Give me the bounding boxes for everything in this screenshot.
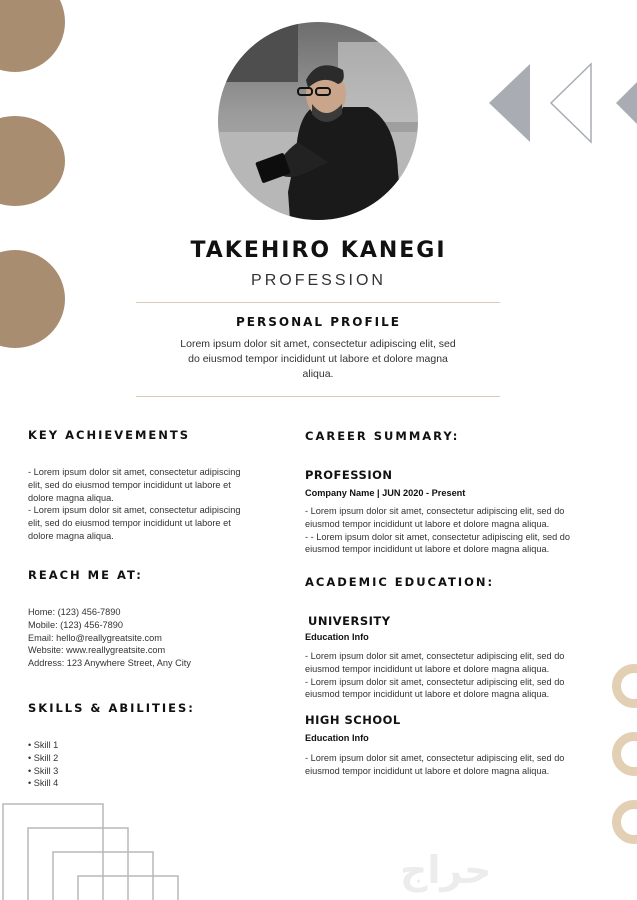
divider-bottom xyxy=(136,396,500,397)
triangle-filled-left xyxy=(489,64,530,142)
university-title: UNIVERSITY xyxy=(308,614,391,628)
achievement-line: elit, sed do eiusmod tempor incididunt ut labore et xyxy=(28,518,231,529)
decorative-triangles xyxy=(485,60,637,146)
skills-list xyxy=(28,739,58,790)
career-line: - Lorem ipsum dolor sit amet, consectetur adipiscing elit, sed do xyxy=(305,506,565,516)
university-line: eiusmod tempor incididunt ut labore et dolore magna aliqua. xyxy=(305,689,550,700)
high-school-info: Education Info xyxy=(305,733,369,743)
reach-me-heading: REACH ME AT: xyxy=(28,568,143,582)
achievement-line: - Lorem ipsum dolor sit amet, consectetur adipiscing xyxy=(28,505,241,516)
achievement-line: elit, sed do eiusmod tempor incididunt ut labore et xyxy=(28,479,231,490)
high-school-title: HIGH SCHOOL xyxy=(305,713,401,727)
candidate-profession: PROFESSION xyxy=(251,272,386,289)
divider-top xyxy=(136,302,500,303)
career-description xyxy=(305,505,570,556)
university-info: Education Info xyxy=(305,632,369,642)
contact-address: Address: 123 Anywhere Street, Any City xyxy=(28,658,191,669)
skill-item: • Skill 2 xyxy=(28,752,59,763)
watermark-logo: حراج xyxy=(400,848,492,892)
career-line: eiusmod tempor incididunt ut labore et dolore magna aliqua. xyxy=(305,544,550,555)
key-achievements-heading: KEY ACHIEVEMENTS xyxy=(28,428,191,442)
decorative-squares xyxy=(0,800,200,900)
academic-education-heading: ACADEMIC EDUCATION: xyxy=(305,575,495,589)
achievement-line: - Lorem ipsum dolor sit amet, consectetur adipiscing xyxy=(28,467,241,477)
university-line: - Lorem ipsum dolor sit amet, consectetur adipiscing elit, sed do xyxy=(305,651,565,661)
skill-item: • Skill 1 xyxy=(28,740,59,750)
contact-mobile: Mobile: (123) 456-7890 xyxy=(28,619,123,630)
contact-email: Email: hello@reallygreatsite.com xyxy=(28,632,162,643)
profile-line: do eiusmod tempor incididunt ut labore et dolore magna xyxy=(188,353,448,365)
contact-info xyxy=(28,606,191,670)
achievement-line: dolore magna aliqua. xyxy=(28,492,114,503)
skill-item: • Skill 4 xyxy=(28,778,59,789)
decorative-circle-middle xyxy=(0,116,65,206)
university-line: - Lorem ipsum dolor sit amet, consectetur adipiscing elit, sed do xyxy=(305,676,565,687)
university-description xyxy=(305,650,564,701)
decorative-ring-2 xyxy=(612,732,637,776)
university-line: eiusmod tempor incididunt ut labore et dolore magna aliqua. xyxy=(305,663,550,674)
personal-profile-heading: PERSONAL PROFILE xyxy=(236,315,401,329)
career-line: eiusmod tempor incididunt ut labore et dolore magna aliqua. xyxy=(305,518,550,529)
decorative-ring-1 xyxy=(612,664,637,708)
contact-home: Home: (123) 456-7890 xyxy=(28,607,121,617)
career-summary-heading: CAREER SUMMARY: xyxy=(305,429,460,443)
candidate-name: TAKEHIRO KANEGI xyxy=(190,238,447,263)
career-job-title: PROFESSION xyxy=(305,468,393,482)
decorative-circle-top xyxy=(0,0,65,72)
profile-photo xyxy=(218,22,418,220)
high-school-line: eiusmod tempor incididunt ut labore et dolore magna aliqua. xyxy=(305,765,550,776)
skills-heading: SKILLS & ABILITIES: xyxy=(28,701,195,715)
decorative-ring-3 xyxy=(612,800,637,844)
key-achievements-text xyxy=(28,466,240,543)
personal-profile-text xyxy=(168,337,468,382)
high-school-line: - Lorem ipsum dolor sit amet, consectetur adipiscing elit, sed do xyxy=(305,753,565,763)
career-line: - - Lorem ipsum dolor sit amet, consectetur adipiscing elit, sed do xyxy=(305,531,571,542)
high-school-description xyxy=(305,752,564,778)
triangle-outline xyxy=(551,64,591,142)
profile-line: aliqua. xyxy=(302,368,334,380)
career-company: Company Name | JUN 2020 - Present xyxy=(305,488,466,498)
skill-item: • Skill 3 xyxy=(28,765,59,776)
triangle-filled-right xyxy=(616,82,637,124)
profile-line: Lorem ipsum dolor sit amet, consectetur adipiscing elit, sed xyxy=(180,338,456,350)
achievement-line: dolore magna aliqua. xyxy=(28,530,114,541)
decorative-circle-bottom xyxy=(0,250,65,348)
contact-website: Website: www.reallygreatsite.com xyxy=(28,645,166,656)
